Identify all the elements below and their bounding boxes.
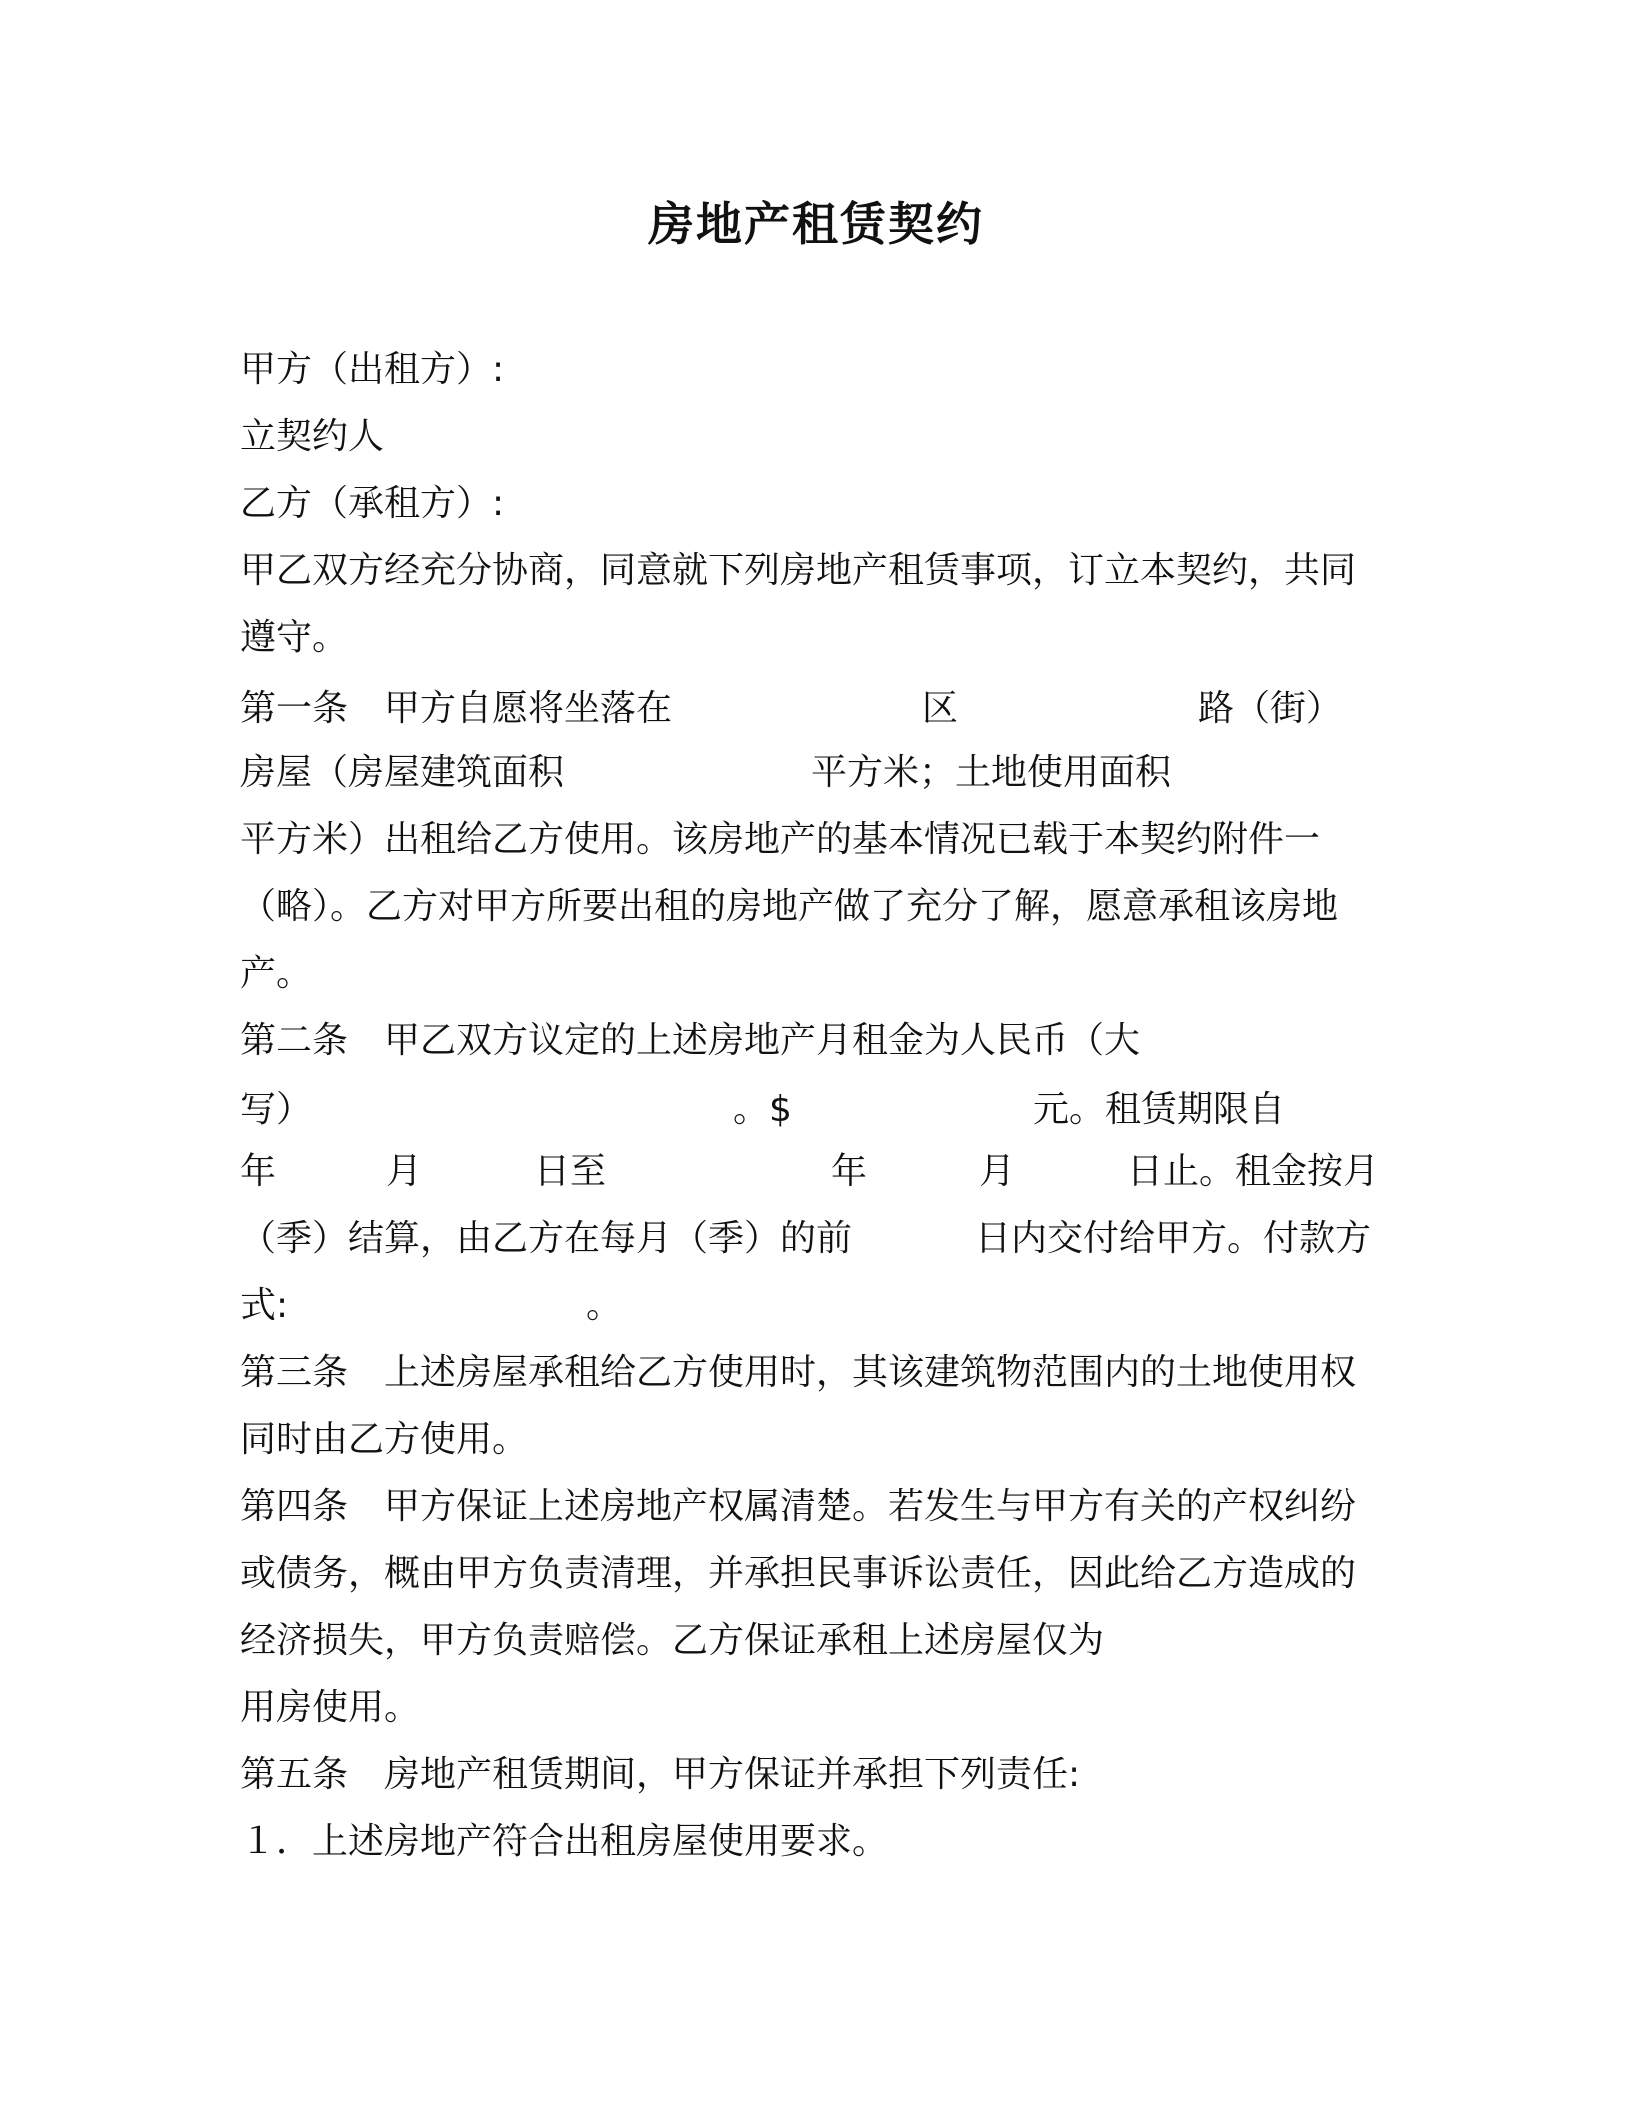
article4-text: 或债务，概由甲方负责清理，并承担民事诉讼责任，因此给乙方造成的 <box>240 1553 1357 1594</box>
article5-text: 第五条 房地产租赁期间，甲方保证并承担下列责任: <box>240 1754 1081 1795</box>
date-day-label: 日至 <box>534 1151 607 1192</box>
article2-text: 。 <box>586 1285 623 1326</box>
article4-text: 用房使用。 <box>240 1687 421 1728</box>
article4-text: 第四条 甲方保证上述房地产权属清楚。若发生与甲方有关的产权纠纷 <box>240 1486 1357 1527</box>
article2-text: （季）结算，由乙方在每月（季）的前 <box>240 1218 853 1259</box>
article2-text: 写） <box>240 1089 313 1130</box>
article1-text: 第一条 甲方自愿将坐落在 <box>240 688 673 729</box>
article1-text: 产。 <box>240 953 313 994</box>
lessee-label: 乙方（承租方）: <box>240 483 505 524</box>
article1-text: 平方米）出租给乙方使用。该房地产的基本情况已载于本契约附件一 <box>240 819 1321 860</box>
date-year-label: 年 <box>240 1151 277 1192</box>
article1-district-label: 区 <box>922 688 959 729</box>
lessor-label: 甲方（出租方）: <box>240 349 505 390</box>
preamble-line: 甲乙双方经充分协商，同意就下列房地产租赁事项，订立本契约，共同 <box>240 550 1357 591</box>
article1-text: 房屋（房屋建筑面积 <box>240 752 565 793</box>
preamble-line: 遵守。 <box>240 617 349 658</box>
article2-text: 第二条 甲乙双方议定的上述房地产月租金为人民币（大 <box>240 1020 1141 1061</box>
date-month-label: 月 <box>979 1151 1016 1192</box>
article2-text: 日内交付给甲方。付款方 <box>975 1218 1372 1259</box>
date-day-label: 日止。租金按月 <box>1127 1151 1380 1192</box>
article1-text: 平方米；土地使用面积 <box>811 752 1172 793</box>
article4-text: 经济损失，甲方负责赔偿。乙方保证承租上述房屋仅为 <box>240 1620 1105 1661</box>
date-year-label: 年 <box>831 1151 868 1192</box>
contract-title: 房地产租赁契约 <box>648 197 984 251</box>
article3-text: 第三条 上述房屋承租给乙方使用时，其该建筑物范围内的土地使用权 <box>240 1352 1357 1393</box>
article2-dollar-label: 。$ <box>733 1089 792 1130</box>
article1-text: （略）。乙方对甲方所要出租的房地产做了充分了解，愿意承租该房地 <box>240 886 1339 927</box>
date-month-label: 月 <box>386 1151 423 1192</box>
article1-road-label: 路（街） <box>1198 688 1343 729</box>
article2-text: 元。租赁期限自 <box>1033 1089 1286 1130</box>
signatory-label: 立契约人 <box>240 416 385 457</box>
article5-item: １．上述房地产符合出租房屋使用要求。 <box>240 1821 889 1862</box>
payment-method-label: 式: <box>240 1285 289 1326</box>
article3-text: 同时由乙方使用。 <box>240 1419 529 1460</box>
